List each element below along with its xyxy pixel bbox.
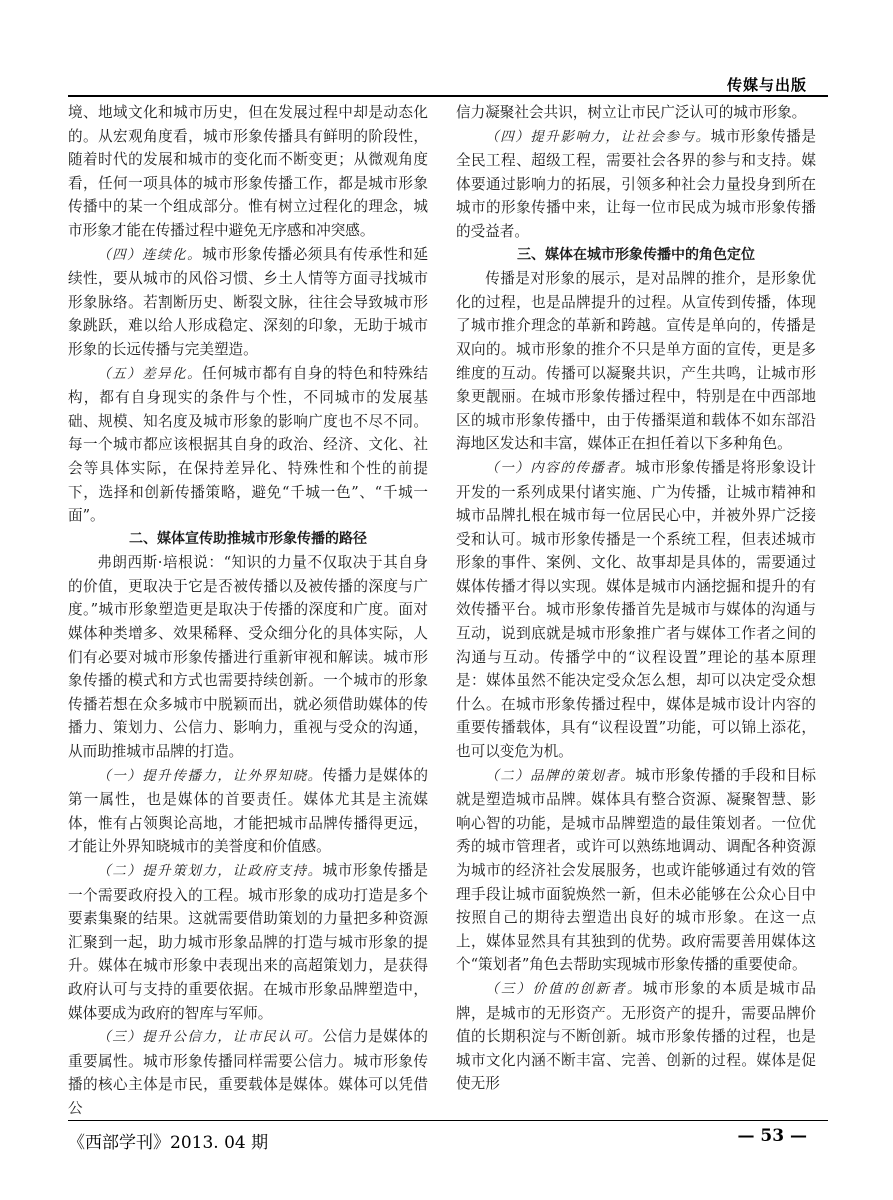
paragraph-text: 信力凝聚社会共识，树立让市民广泛认可的城市形象。 (456, 104, 807, 121)
paragraph (456, 267, 816, 456)
paragraph (456, 456, 816, 764)
paragraph-text: 公信力是媒体的重要属性。城市形象传播同样需要公信力。城市形象传播的核心主体是市民，重要载体是媒体。媒体可以凭借公 (68, 1028, 428, 1117)
paragraph (456, 101, 816, 125)
page-number: — 53 — (737, 1126, 807, 1146)
footer-rule (68, 1120, 828, 1121)
subheading-lead: （一）提升传播力，让外界知晓。 (97, 767, 323, 784)
section-heading: 二、媒体宣传助推城市形象传播的路径 (129, 530, 367, 547)
subheading-lead: （五）差异化。 (97, 365, 203, 382)
subheading-lead: （三）提升公信力，让市民认可。 (97, 1029, 323, 1046)
paragraph (456, 125, 816, 244)
paragraph (68, 764, 428, 859)
paragraph (68, 859, 428, 1025)
paragraph-text: 城市形象传播是将形象设计开发的一系列成果付诸实施、广为传播，让城市精神和城市品牌扎根在城市每一位居民心中，并被外界广泛接受和认可。城市形象传播是一个系统工程，但表述城市形象的事件、案例、文化、故事却是具体的，需要通过媒体传播才得以实现。媒体是城市内涵挖掘和提升的有效传播平台。城市形象传播首先是城市与媒体的沟通与互动，说到底就是城市形象推广者与媒体工作者之间的沟通与互动。传播学中的“议程设置”理论的基本原理是：媒体虽然不能决定受众怎么想，却可以决定受众想什么。在城市形象传播过程中，媒体是城市设计内容的重要传播载体，具有“议程设置”功能，可以锦上添花，也可以变危为机。 (456, 458, 816, 761)
paragraph-text: 境、地域文化和城市历史，但在发展过程中却是动态化的。从宏观角度看，城市形象传播具有鲜明的阶段性，随着时代的发展和城市的变化而不断变更；从微观角度看，任何一项具体的城市形象传播工作，都是城市形象传播中的某一个组成部分。惟有树立过程化的理念，城市形象才能在传播过程中避免无序感和冲突感。 (68, 104, 428, 239)
right-column (456, 101, 816, 1096)
paragraph (68, 551, 428, 763)
paragraph-text: 传播力是媒体的第一属性，也是媒体的首要责任。媒体尤其是主流媒体，惟有占领舆论高地，才能把城市品牌传播得更远，才能让外界知晓城市的美誉度和价值感。 (68, 766, 428, 856)
left-column (68, 101, 428, 1121)
header-rule (68, 95, 828, 97)
subheading-lead: （四）提升影响力，让社会参与。 (485, 128, 711, 145)
paragraph (68, 362, 428, 528)
paragraph-text: 城市形象传播必须具有传承性和延续性，要从城市的风俗习惯、乡土人情等方面寻找城市形象脉络。若割断历史、断裂文脉，往往会导致城市形象跳跃，难以给人形成稳定、深刻的印象，无助于城市形象的长远传播与完美塑造。 (68, 245, 428, 358)
paragraph-text: 弗朗西斯·培根说：“知识的力量不仅取决于其自身的价值，更取决于它是否被传播以及被传播的深度与广度。”城市形象塑造更是取决于传播的深度和广度。面对媒体种类增多、效果稀释、受众细分化的具体实际，人们有必要对城市形象传播进行重新审视和解读。城市形象传播的模式和方式也需要持续创新。一个城市的形象传播若想在众多城市中脱颖而出，就必须借助媒体的传播力、策划力、公信力、影响力，重视与受众的沟通，从而助推城市品牌的打造。 (68, 554, 428, 761)
paragraph-text: 城市形象传播的手段和目标就是塑造城市品牌。媒体具有整合资源、凝聚智慧、影响心智的功能，是城市品牌塑造的最佳策划者。一位优秀的城市管理者，或许可以熟练地调动、调配各种资源为城市的经济社会发展服务，也或许能够通过有效的管理手段让城市面貌焕然一新，但未必能够在公众心目中按照自己的期待去塑造出良好的城市形象。在这一点上，媒体显然具有其独到的优势。政府需要善用媒体这个“策划者”角色去帮助实现城市形象传播的重要使命。 (456, 766, 816, 974)
paragraph (68, 1025, 428, 1120)
paragraph (456, 764, 816, 977)
paragraph-text: 传播是对形象的展示，是对品牌的推介，是形象优化的过程，也是品牌提升的过程。从宣传到传播，体现了城市推介理念的革新和跨越。宣传是单向的，传播是双向的。城市形象的推介不只是单方面的宣传，更是多维度的互动。传播可以凝聚共识，产生共鸣，让城市形象更靓丽。在城市形象传播过程中，特别是在中西部地区的城市形象传播中，由于传播渠道和载体不如东部沿海地区发达和丰富，媒体正在担任着以下多种角色。 (456, 270, 816, 453)
journal-name: 《西部学刊》2013. 04 期 (68, 1133, 269, 1153)
paragraph (68, 243, 428, 362)
paragraph-text: 城市形象传播是全民工程、超级工程，需要社会各界的参与和支持。媒体要通过影响力的拓展，引领多种社会力量投身到所在城市的形象传播中来，让每一位市民成为城市形象传播的受益者。 (456, 127, 816, 240)
section-heading: 三、媒体在城市形象传播中的角色定位 (517, 246, 755, 263)
paragraph-text: 任何城市都有自身的特色和特殊结构，都有自身现实的条件与个性，不同城市的发展基础、规模、知名度及城市形象的影响广度也不尽不同。每一个城市都应该根据其自身的政治、经济、文化、社会等具体实际，在保持差异化、特殊性和个性的前提下，选择和创新传播策略，避免“千城一色”、“千城一面”。 (68, 364, 428, 525)
paragraph-text: 城市形象的本质是城市品牌，是城市的无形资产。无形资产的提升，需要品牌价值的长期积淀与不断创新。城市形象传播的过程，也是城市文化内涵不断丰富、完善、创新的过程。媒体是促使无形 (456, 979, 816, 1093)
paragraph-text: 城市形象传播是一个需要政府投入的工程。城市形象的成功打造是多个要素集聚的结果。这就需要借助策划的力量把多种资源汇聚到一起，助力城市形象品牌的打造与城市形象的提升。媒体在城市形象中表现出来的高超策划力，是获得政府认可与支持的重要依据。在城市形象品牌塑造中，媒体要成为政府的智库与军师。 (68, 862, 428, 1022)
subheading-lead: （二）提升策划力，让政府支持。 (97, 863, 323, 879)
paragraph (456, 977, 816, 1096)
paragraph (68, 101, 428, 243)
subheading-lead: （二）品牌的策划者。 (485, 767, 636, 784)
subheading-lead: （四）连续化。 (97, 246, 203, 263)
subheading-lead: （一）内容的传播者。 (485, 459, 636, 476)
subheading-lead: （三）价值的创新者。 (485, 980, 643, 997)
section-header: 传媒与出版 (726, 76, 807, 94)
